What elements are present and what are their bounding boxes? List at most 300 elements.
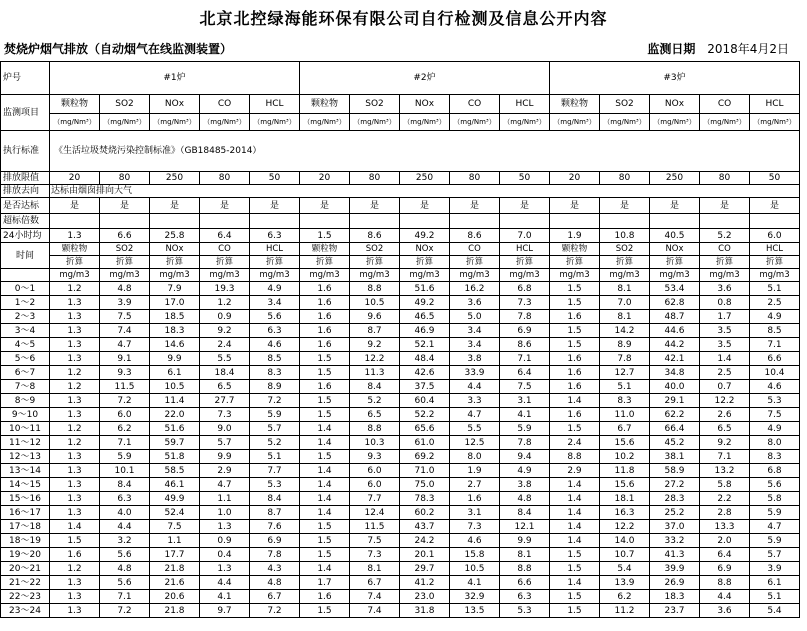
unit-header: （mg/Nm³）	[500, 114, 550, 131]
data-cell: 12.1	[500, 520, 550, 534]
date-label: 监测日期	[647, 42, 696, 56]
emission-table	[0, 61, 800, 618]
time-cell: 12～13	[1, 450, 50, 464]
data-cell: 1.7	[300, 576, 350, 590]
limit-value: 80	[100, 172, 150, 185]
data-cell: 1.5	[300, 450, 350, 464]
conv-label: 折算	[100, 256, 150, 269]
data-cell: 8.3	[600, 394, 650, 408]
data-cell: 1.5	[300, 604, 350, 618]
data-cell: 1.2	[200, 296, 250, 310]
limit-value: 80	[600, 172, 650, 185]
data-cell: 5.9	[250, 408, 300, 422]
data-cell: 1.3	[50, 450, 100, 464]
table-row	[1, 478, 800, 492]
data-cell: 5.6	[750, 478, 800, 492]
page-title: 北京北控绿海能环保有限公司自行检测及信息公开内容	[199, 9, 608, 28]
data-cell: 65.6	[400, 422, 450, 436]
table-row	[1, 394, 800, 408]
hourly-pollutant-name: SO2	[100, 243, 150, 256]
data-cell: 1.3	[50, 492, 100, 506]
exceed-value	[250, 214, 300, 229]
data-cell: 8.0	[450, 450, 500, 464]
limit-value: 50	[750, 172, 800, 185]
data-cell: 7.2	[250, 394, 300, 408]
data-cell: 3.4	[450, 338, 500, 352]
time-unit-blank	[1, 269, 50, 282]
pollutant-name: HCL	[500, 95, 550, 114]
data-cell: 8.3	[750, 450, 800, 464]
data-cell: 6.1	[150, 366, 200, 380]
data-cell: 1.5	[550, 422, 600, 436]
data-cell: 10.5	[350, 296, 400, 310]
data-cell: 20.1	[400, 548, 450, 562]
data-cell: 4.6	[450, 534, 500, 548]
table-row	[1, 534, 800, 548]
data-cell: 8.9	[600, 338, 650, 352]
data-cell: 5.2	[250, 436, 300, 450]
data-cell: 6.5	[200, 380, 250, 394]
data-cell: 1.6	[50, 548, 100, 562]
data-cell: 5.6	[100, 548, 150, 562]
avg24-value: 6.6	[100, 229, 150, 243]
table-row	[1, 352, 800, 366]
data-cell: 5.5	[200, 352, 250, 366]
data-cell: 15.6	[600, 436, 650, 450]
data-cell: 7.7	[250, 464, 300, 478]
data-cell: 7.2	[100, 394, 150, 408]
data-cell: 6.3	[100, 492, 150, 506]
avg24-value: 1.3	[50, 229, 100, 243]
unit-header: （mg/Nm³）	[650, 114, 700, 131]
data-cell: 45.2	[650, 436, 700, 450]
data-cell: 7.2	[100, 604, 150, 618]
data-cell: 18.1	[600, 492, 650, 506]
data-cell: 1.4	[300, 506, 350, 520]
hourly-pollutant-name: CO	[200, 243, 250, 256]
data-cell: 15.6	[600, 478, 650, 492]
data-cell: 1.6	[450, 492, 500, 506]
data-cell: 6.8	[500, 282, 550, 296]
unit-label: mg/m3	[300, 269, 350, 282]
data-cell: 21.8	[150, 562, 200, 576]
unit-header: （mg/Nm³）	[550, 114, 600, 131]
table-row	[1, 408, 800, 422]
table-row	[1, 366, 800, 380]
data-cell: 5.3	[250, 478, 300, 492]
data-cell: 1.4	[300, 422, 350, 436]
data-cell: 2.7	[450, 478, 500, 492]
table-row	[1, 590, 800, 604]
data-cell: 2.0	[700, 534, 750, 548]
time-cell: 18～19	[1, 534, 50, 548]
data-cell: 3.9	[750, 562, 800, 576]
data-cell: 11.4	[150, 394, 200, 408]
data-cell: 5.6	[250, 310, 300, 324]
data-cell: 22.0	[150, 408, 200, 422]
table-row	[1, 282, 800, 296]
data-cell: 0.8	[700, 296, 750, 310]
table-row	[1, 464, 800, 478]
data-cell: 4.6	[750, 380, 800, 394]
data-cell: 1.3	[200, 520, 250, 534]
data-cell: 4.4	[700, 590, 750, 604]
data-cell: 6.7	[250, 590, 300, 604]
data-cell: 8.8	[700, 576, 750, 590]
unit-header: （mg/Nm³）	[750, 114, 800, 131]
avg24-value: 7.0	[500, 229, 550, 243]
data-cell: 1.6	[550, 366, 600, 380]
compliance-value: 是	[50, 198, 100, 214]
pollutant-name: 颗粒物	[50, 95, 100, 114]
unit-label: mg/m3	[450, 269, 500, 282]
data-cell: 25.2	[650, 506, 700, 520]
exceed-value	[750, 214, 800, 229]
data-cell: 1.5	[300, 366, 350, 380]
data-cell: 1.5	[550, 338, 600, 352]
data-cell: 9.7	[200, 604, 250, 618]
data-cell: 53.4	[650, 282, 700, 296]
data-cell: 5.1	[750, 282, 800, 296]
unit-header: （mg/Nm³）	[450, 114, 500, 131]
data-cell: 9.9	[150, 352, 200, 366]
data-cell: 1.5	[300, 534, 350, 548]
data-cell: 6.5	[700, 422, 750, 436]
unit-header: （mg/Nm³）	[100, 114, 150, 131]
hourly-pollutant-name: 颗粒物	[550, 243, 600, 256]
conv-label: 折算	[400, 256, 450, 269]
data-cell: 9.4	[500, 450, 550, 464]
compliance-value: 是	[700, 198, 750, 214]
data-cell: 4.8	[100, 282, 150, 296]
data-cell: 4.9	[500, 464, 550, 478]
data-cell: 58.9	[650, 464, 700, 478]
data-cell: 3.6	[450, 296, 500, 310]
data-cell: 7.1	[100, 436, 150, 450]
data-cell: 1.4	[550, 520, 600, 534]
data-cell: 3.4	[450, 324, 500, 338]
data-cell: 6.7	[350, 576, 400, 590]
data-cell: 4.7	[200, 478, 250, 492]
table-row	[1, 492, 800, 506]
data-cell: 1.3	[50, 506, 100, 520]
hourly-unit-row	[1, 269, 800, 282]
data-cell: 7.7	[350, 492, 400, 506]
unit-header: （mg/Nm³）	[200, 114, 250, 131]
data-cell: 1.2	[50, 380, 100, 394]
data-cell: 14.0	[600, 534, 650, 548]
compliance-value: 是	[500, 198, 550, 214]
data-cell: 46.5	[400, 310, 450, 324]
data-cell: 40.0	[650, 380, 700, 394]
data-cell: 51.6	[150, 422, 200, 436]
pollutant-name: CO	[450, 95, 500, 114]
conv-label: 折算	[50, 256, 100, 269]
destination-label: 排放去向	[1, 185, 50, 198]
data-cell: 11.3	[350, 366, 400, 380]
data-cell: 1.4	[300, 562, 350, 576]
data-cell: 49.9	[150, 492, 200, 506]
data-cell: 9.0	[200, 422, 250, 436]
hourly-pollutant-name: CO	[450, 243, 500, 256]
time-cell: 0～1	[1, 282, 50, 296]
data-cell: 1.9	[450, 464, 500, 478]
data-cell: 6.0	[100, 408, 150, 422]
avg24-value: 5.2	[700, 229, 750, 243]
data-cell: 41.3	[650, 548, 700, 562]
data-cell: 1.2	[50, 562, 100, 576]
data-cell: 7.6	[250, 520, 300, 534]
data-cell: 12.4	[350, 506, 400, 520]
data-cell: 27.2	[650, 478, 700, 492]
pollutant-row	[1, 95, 800, 114]
exceed-value	[700, 214, 750, 229]
data-cell: 1.5	[300, 520, 350, 534]
limit-value: 50	[500, 172, 550, 185]
data-cell: 33.9	[450, 366, 500, 380]
data-cell: 38.1	[650, 450, 700, 464]
data-cell: 44.6	[650, 324, 700, 338]
data-cell: 4.9	[250, 282, 300, 296]
data-cell: 11.2	[600, 604, 650, 618]
data-cell: 10.5	[450, 562, 500, 576]
exceed-value	[300, 214, 350, 229]
data-cell: 69.2	[400, 450, 450, 464]
data-cell: 1.5	[300, 548, 350, 562]
data-cell: 7.3	[350, 548, 400, 562]
avg24-value: 1.5	[300, 229, 350, 243]
avg24-label: 24小时均	[1, 229, 50, 243]
avg24-value: 1.9	[550, 229, 600, 243]
data-cell: 7.0	[600, 296, 650, 310]
unit-label: mg/m3	[100, 269, 150, 282]
data-cell: 29.7	[400, 562, 450, 576]
data-cell: 8.8	[550, 450, 600, 464]
data-cell: 3.1	[500, 394, 550, 408]
monitoring-date	[647, 40, 789, 57]
unit-header-row	[1, 114, 800, 131]
destination-text: 达标由烟囱排向大气	[50, 185, 800, 198]
data-cell: 52.4	[150, 506, 200, 520]
avg24-value: 8.6	[350, 229, 400, 243]
pollutant-name: NOx	[150, 95, 200, 114]
data-cell: 6.3	[500, 590, 550, 604]
data-cell: 10.5	[150, 380, 200, 394]
data-cell: 8.1	[350, 562, 400, 576]
hourly-pollutant-name: SO2	[350, 243, 400, 256]
data-cell: 6.2	[600, 590, 650, 604]
table-row	[1, 548, 800, 562]
data-cell: 2.9	[550, 464, 600, 478]
unit-label: mg/m3	[600, 269, 650, 282]
unit-label: mg/m3	[150, 269, 200, 282]
avg24-value: 6.0	[750, 229, 800, 243]
data-cell: 3.3	[450, 394, 500, 408]
data-cell: 3.6	[700, 604, 750, 618]
pollutant-name: CO	[700, 95, 750, 114]
data-cell: 5.9	[500, 422, 550, 436]
time-cell: 5～6	[1, 352, 50, 366]
data-cell: 8.3	[250, 366, 300, 380]
pollutant-name: NOx	[650, 95, 700, 114]
avg24-value: 40.5	[650, 229, 700, 243]
data-cell: 46.1	[150, 478, 200, 492]
data-cell: 3.5	[700, 338, 750, 352]
data-cell: 7.8	[600, 352, 650, 366]
data-cell: 1.3	[50, 604, 100, 618]
data-cell: 6.4	[700, 548, 750, 562]
data-cell: 2.6	[700, 408, 750, 422]
data-cell: 24.2	[400, 534, 450, 548]
avg24-value: 6.3	[250, 229, 300, 243]
data-cell: 18.5	[150, 310, 200, 324]
unit-label: mg/m3	[700, 269, 750, 282]
date-value: 2018年4月2日	[707, 42, 789, 56]
data-cell: 1.4	[300, 436, 350, 450]
report-subtitle: 焚烧炉烟气排放（自动烟气在线监测装置）	[4, 42, 233, 56]
data-cell: 5.9	[750, 534, 800, 548]
data-cell: 1.1	[150, 534, 200, 548]
data-cell: 1.1	[200, 492, 250, 506]
data-cell: 1.3	[50, 590, 100, 604]
data-cell: 1.5	[300, 352, 350, 366]
data-cell: 5.4	[600, 562, 650, 576]
data-cell: 2.8	[700, 506, 750, 520]
time-cell: 11～12	[1, 436, 50, 450]
data-cell: 2.5	[750, 296, 800, 310]
data-cell: 60.2	[400, 506, 450, 520]
data-cell: 3.1	[450, 506, 500, 520]
data-cell: 29.1	[650, 394, 700, 408]
data-cell: 1.6	[300, 310, 350, 324]
data-cell: 1.6	[300, 324, 350, 338]
data-cell: 52.1	[400, 338, 450, 352]
table-row	[1, 422, 800, 436]
data-cell: 1.3	[50, 464, 100, 478]
data-cell: 1.3	[50, 324, 100, 338]
data-cell: 66.4	[650, 422, 700, 436]
data-cell: 7.2	[250, 604, 300, 618]
data-cell: 1.3	[50, 576, 100, 590]
destination-row	[1, 185, 800, 198]
conv-label: 折算	[150, 256, 200, 269]
data-cell: 6.0	[350, 478, 400, 492]
data-cell: 4.4	[100, 520, 150, 534]
data-cell: 3.4	[250, 296, 300, 310]
compliance-value: 是	[600, 198, 650, 214]
data-cell: 4.4	[200, 576, 250, 590]
furnace-name: #2炉	[300, 62, 550, 95]
data-cell: 8.8	[350, 282, 400, 296]
data-cell: 7.4	[100, 324, 150, 338]
conv-label: 折算	[450, 256, 500, 269]
time-cell: 15～16	[1, 492, 50, 506]
data-cell: 1.5	[50, 534, 100, 548]
table-row	[1, 380, 800, 394]
data-cell: 5.9	[750, 506, 800, 520]
data-cell: 62.2	[650, 408, 700, 422]
data-cell: 7.5	[750, 408, 800, 422]
pollutant-name: CO	[200, 95, 250, 114]
data-cell: 1.5	[550, 562, 600, 576]
data-cell: 28.3	[650, 492, 700, 506]
table-row	[1, 450, 800, 464]
data-cell: 7.8	[500, 436, 550, 450]
standard-label: 执行标准	[1, 131, 50, 172]
compliance-value: 是	[350, 198, 400, 214]
unit-header: （mg/Nm³）	[400, 114, 450, 131]
limit-value: 20	[550, 172, 600, 185]
data-cell: 5.0	[450, 310, 500, 324]
data-cell: 60.4	[400, 394, 450, 408]
data-cell: 13.2	[700, 464, 750, 478]
data-cell: 13.5	[450, 604, 500, 618]
data-cell: 3.8	[450, 352, 500, 366]
unit-label: mg/m3	[550, 269, 600, 282]
table-row	[1, 506, 800, 520]
data-cell: 2.4	[200, 338, 250, 352]
compliance-value: 是	[100, 198, 150, 214]
data-cell: 14.2	[600, 324, 650, 338]
data-cell: 0.9	[200, 534, 250, 548]
data-cell: 5.2	[350, 394, 400, 408]
data-cell: 6.7	[600, 422, 650, 436]
data-cell: 39.9	[650, 562, 700, 576]
data-cell: 5.3	[500, 604, 550, 618]
data-cell: 49.2	[400, 296, 450, 310]
hourly-pollutant-name: NOx	[150, 243, 200, 256]
unit-label: mg/m3	[250, 269, 300, 282]
data-cell: 8.9	[250, 380, 300, 394]
data-cell: 1.6	[300, 380, 350, 394]
table-row	[1, 296, 800, 310]
hourly-pollutant-name: 颗粒物	[50, 243, 100, 256]
data-cell: 9.3	[350, 450, 400, 464]
data-cell: 5.8	[750, 492, 800, 506]
data-cell: 7.1	[100, 590, 150, 604]
exceed-value	[600, 214, 650, 229]
data-cell: 7.3	[500, 296, 550, 310]
data-cell: 1.5	[550, 296, 600, 310]
data-cell: 1.4	[550, 506, 600, 520]
data-cell: 5.7	[750, 548, 800, 562]
compliance-label: 是否达标	[1, 198, 50, 214]
item-label: 监测项目	[1, 95, 50, 131]
data-cell: 44.2	[650, 338, 700, 352]
exceed-value	[650, 214, 700, 229]
standard-text: 《生活垃圾焚烧污染控制标准》（GB18485-2014）	[50, 131, 800, 172]
data-cell: 16.3	[600, 506, 650, 520]
data-cell: 2.2	[700, 492, 750, 506]
data-cell: 1.4	[550, 478, 600, 492]
data-cell: 4.4	[450, 380, 500, 394]
data-cell: 12.7	[600, 366, 650, 380]
data-cell: 31.8	[400, 604, 450, 618]
data-cell: 51.6	[400, 282, 450, 296]
data-cell: 4.8	[100, 562, 150, 576]
pollutant-name: HCL	[750, 95, 800, 114]
data-cell: 3.2	[100, 534, 150, 548]
exceed-value	[150, 214, 200, 229]
limit-row	[1, 172, 800, 185]
exceed-value	[550, 214, 600, 229]
data-cell: 12.2	[600, 520, 650, 534]
data-cell: 4.1	[450, 576, 500, 590]
limit-value: 80	[200, 172, 250, 185]
table-row	[1, 576, 800, 590]
data-cell: 1.3	[50, 408, 100, 422]
data-cell: 37.5	[400, 380, 450, 394]
